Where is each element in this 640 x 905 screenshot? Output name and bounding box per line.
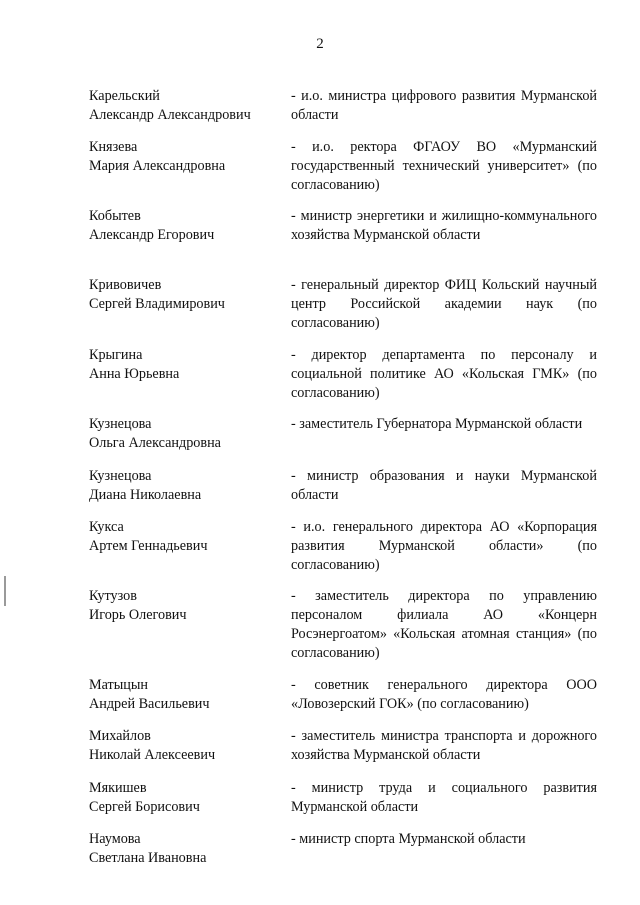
member-name [89,87,279,125]
page-number: 2 [316,36,324,52]
member-given-names: Сергей Владимирович [89,296,225,312]
member-role: - заместитель директора по управлению персоналом филиала АО «Концерн Росэнергоатом» «Кольская атомная станция» (по согласованию) [291,588,597,661]
member-given-names: Диана Николаевна [89,487,202,503]
member-role: - заместитель Губернатора Мурманской области [291,416,583,432]
member-name [89,727,279,765]
member-role: - министр труда и социального развития Мурманской области [291,780,597,815]
member-name [89,138,279,176]
member-given-names: Анна Юрьевна [89,366,180,382]
member-name [89,346,279,384]
member-given-names: Игорь Олегович [89,607,187,623]
member-surname: Кобытев [89,208,141,224]
member-surname: Кривовичев [89,277,162,293]
member-role: - и.о. генерального директора АО «Корпорация развития Мурманской области» (по согласованию) [291,519,597,573]
member-given-names: Александр Александрович [89,107,251,123]
member-name [89,467,279,505]
member-surname: Михайлов [89,728,151,744]
member-name [89,830,279,868]
member-surname: Кузнецова [89,468,152,484]
member-role: - советник генерального директора ООО «Ловозерский ГОК» (по согласованию) [291,677,597,712]
member-surname: Матыцын [89,677,148,693]
member-given-names: Ольга Александровна [89,435,221,451]
member-role: - заместитель министра транспорта и дорожного хозяйства Мурманской области [291,728,597,763]
member-role: - министр образования и науки Мурманской области [291,468,597,503]
member-role: - министр энергетики и жилищно-коммунального хозяйства Мурманской области [291,208,597,243]
member-name [89,518,279,556]
member-surname: Кутузов [89,588,137,604]
member-given-names: Андрей Васильевич [89,696,210,712]
member-surname: Князева [89,139,138,155]
member-name [89,587,279,625]
margin-mark [4,576,6,606]
member-role: - и.о. министра цифрового развития Мурманской области [291,88,597,123]
member-given-names: Артем Геннадьевич [89,538,208,554]
member-name [89,779,279,817]
member-surname: Кузнецова [89,416,152,432]
member-role: - министр спорта Мурманской области [291,831,526,847]
member-role: - директор департамента по персоналу и социальной политике АО «Кольская ГМК» (по согласованию) [291,347,597,401]
member-given-names: Сергей Борисович [89,799,200,815]
member-role: - и.о. ректора ФГАОУ ВО «Мурманский государственный технический университет» (по согласованию) [291,139,597,193]
member-given-names: Александр Егорович [89,227,215,243]
member-surname: Мякишев [89,780,147,796]
member-given-names: Николай Алексеевич [89,747,216,763]
member-name [89,676,279,714]
member-given-names: Мария Александровна [89,158,226,174]
member-surname: Кукса [89,519,124,535]
member-surname: Крыгина [89,347,143,363]
member-name [89,415,279,453]
member-name [89,276,279,314]
member-given-names: Светлана Ивановна [89,850,207,866]
member-surname: Карельский [89,88,160,104]
member-surname: Наумова [89,831,141,847]
member-name [89,207,279,245]
member-role: - генеральный директор ФИЦ Кольский научный центр Российской академии наук (по согласованию) [291,277,597,331]
